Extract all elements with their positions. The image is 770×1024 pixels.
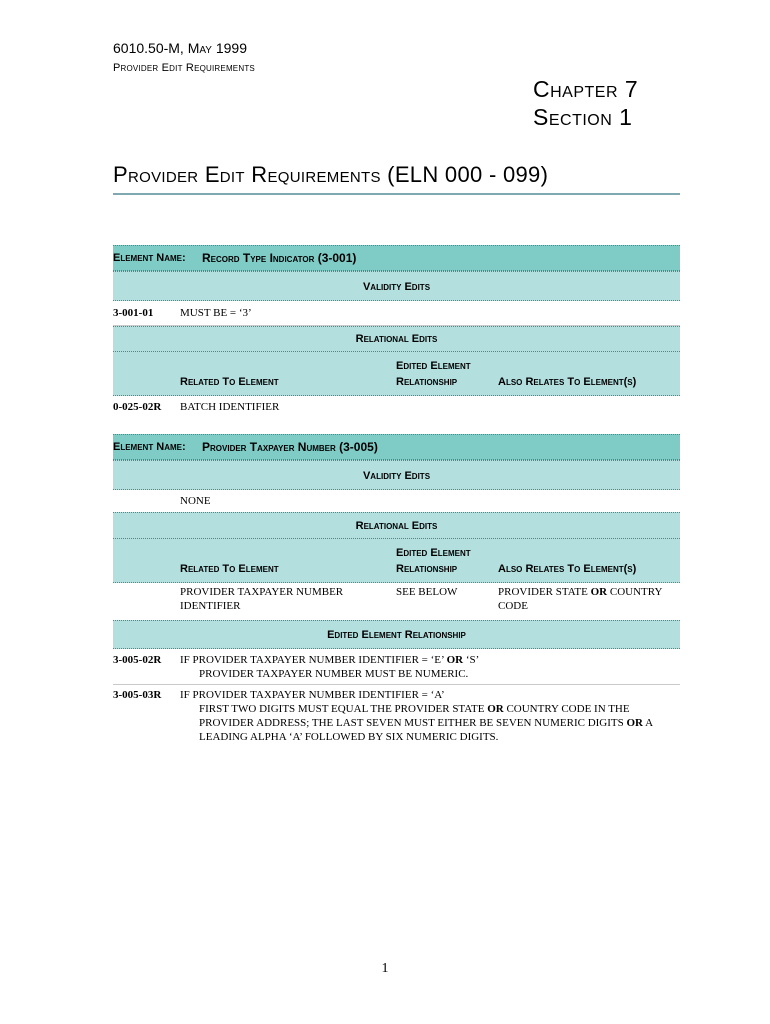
- rule-row: [113, 685, 680, 749]
- document-id: 6010.50-M, May 1999: [113, 40, 248, 56]
- validity-edits-header: Validity Edits: [362, 281, 431, 293]
- section-label: Section 1: [533, 104, 633, 130]
- relational-edits-band: [113, 512, 680, 539]
- running-header-title: Provider Edit Requirements: [113, 62, 255, 74]
- col-edited-element: Edited Element: [396, 547, 471, 559]
- title-divider: [113, 193, 680, 195]
- related-element-line-1: PROVIDER TAXPAYER NUMBER: [180, 586, 344, 598]
- rule-line-1: IF PROVIDER TAXPAYER NUMBER IDENTIFIER = ‘A’: [180, 689, 445, 701]
- edited-relationship-text: SEE BELOW: [396, 586, 458, 598]
- related-element-text: BATCH IDENTIFIER: [180, 401, 280, 413]
- validity-edits-band: [113, 460, 680, 490]
- col-relationship: Relationship: [396, 376, 458, 388]
- rule-row: [113, 649, 680, 685]
- edit-code: 3-001-01: [113, 307, 154, 319]
- rule-line-1: IF PROVIDER TAXPAYER NUMBER IDENTIFIER = ‘E’ OR ‘S’: [180, 654, 480, 666]
- element-name-value: Provider Taxpayer Number (3-005): [202, 440, 378, 454]
- relational-columns-band: [113, 352, 680, 396]
- col-related-to-element: Related To Element: [180, 563, 279, 575]
- element-name-label: Element Name:: [113, 252, 186, 264]
- col-also-relates: Also Relates To Element(s): [498, 563, 637, 575]
- col-relationship: Relationship: [396, 563, 458, 575]
- element-record-type-indicator: [113, 245, 680, 418]
- relational-columns-band: [113, 539, 680, 583]
- page-number: 1: [381, 961, 389, 976]
- rule-line-2: FIRST TWO DIGITS MUST EQUAL THE PROVIDER STATE OR COUNTRY CODE IN THE: [199, 703, 630, 715]
- edit-code: 0-025-02R: [113, 401, 162, 413]
- related-element-line-2: IDENTIFIER: [180, 600, 241, 612]
- element-name-band: [113, 245, 680, 271]
- validity-row: [113, 301, 680, 326]
- relational-edits-band: [113, 326, 680, 352]
- edit-text: MUST BE = ‘3’: [180, 307, 252, 319]
- edit-text: NONE: [180, 495, 211, 507]
- relational-edits-header: Relational Edits: [355, 333, 438, 345]
- edited-element-relationship-header: Edited Element Relationship: [327, 629, 466, 641]
- col-also-relates: Also Relates To Element(s): [498, 376, 637, 388]
- relational-edits-header: Relational Edits: [355, 520, 438, 532]
- also-relates-line-2: CODE: [498, 600, 528, 612]
- rule-line-2: PROVIDER TAXPAYER NUMBER MUST BE NUMERIC.: [199, 668, 469, 680]
- page-title: Provider Edit Requirements (ELN 000 - 099): [113, 162, 549, 187]
- element-provider-taxpayer-number: [113, 434, 680, 749]
- element-name-label: Element Name:: [113, 441, 186, 453]
- also-relates-line-1: PROVIDER STATE OR COUNTRY: [498, 586, 663, 598]
- validity-edits-header: Validity Edits: [362, 470, 431, 482]
- relational-row: [113, 396, 680, 418]
- edited-element-relationship-band: [113, 620, 680, 649]
- col-related-to-element: Related To Element: [180, 376, 279, 388]
- chapter-label: Chapter 7: [533, 76, 639, 102]
- validity-row: [113, 490, 680, 512]
- rule-code: 3-005-03R: [113, 689, 162, 701]
- element-name-value: Record Type Indicator (3-001): [202, 251, 357, 265]
- rule-line-3: PROVIDER ADDRESS; THE LAST SEVEN MUST EITHER BE SEVEN NUMERIC DIGITS OR A: [199, 717, 654, 729]
- col-edited-element: Edited Element: [396, 360, 471, 372]
- rule-code: 3-005-02R: [113, 654, 162, 666]
- validity-edits-band: [113, 271, 680, 301]
- relational-row: [113, 583, 680, 620]
- rule-line-4: LEADING ALPHA ‘A’ FOLLOWED BY SIX NUMERIC DIGITS.: [199, 731, 499, 743]
- element-name-band: [113, 434, 680, 460]
